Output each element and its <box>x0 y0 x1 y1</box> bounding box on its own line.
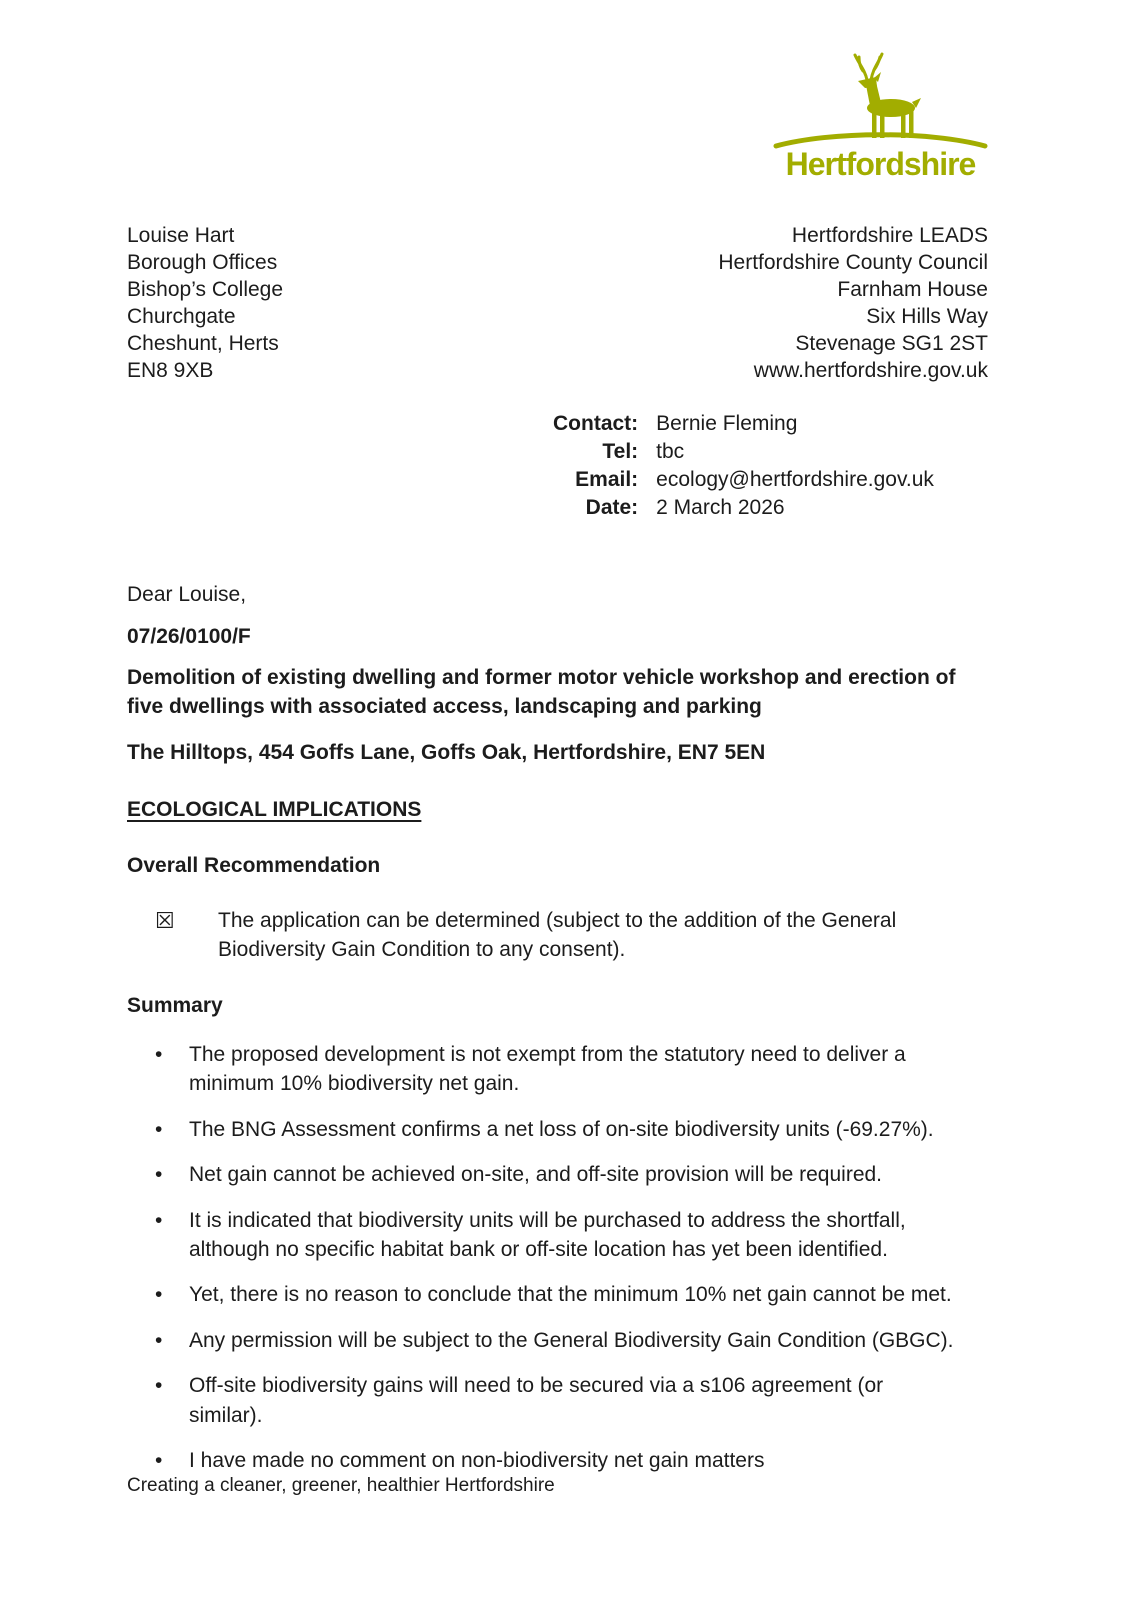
sender-line: Six Hills Way <box>866 305 988 329</box>
recommendation-text: The application can be determined (subject to the addition of the General Biodiversity Gain Condition to any consent). <box>218 908 897 962</box>
sender-website: www.hertfordshire.gov.uk <box>753 359 988 383</box>
address-row <box>127 222 988 384</box>
sender-line: Farnham House <box>837 278 988 302</box>
recipient-line: Cheshunt, Herts <box>127 332 279 356</box>
tel-label: Tel: <box>602 440 639 464</box>
salutation: Dear Louise, <box>127 583 247 607</box>
hertfordshire-logo <box>773 45 988 182</box>
email-value: ecology@hertfordshire.gov.uk <box>656 468 934 492</box>
contact-block <box>553 410 988 522</box>
recipient-line: Borough Offices <box>127 251 278 275</box>
summary-bullet: • I have made no comment on non-biodiversity net gain matters <box>155 1446 960 1475</box>
email-label: Email: <box>575 468 639 492</box>
contact-value: Bernie Fleming <box>656 412 798 436</box>
summary-bullet: • The proposed development is not exempt from the statutory need to deliver a minimum 10% biodiversity net gain. <box>155 1040 960 1099</box>
contact-label: Contact: <box>553 412 639 436</box>
recipient-line: Churchgate <box>127 305 236 329</box>
date-value: 2 March 2026 <box>656 496 785 520</box>
date-label: Date: <box>585 496 639 520</box>
sender-line: Stevenage SG1 2ST <box>795 332 988 356</box>
recipient-line: Bishop’s College <box>127 278 284 302</box>
sender-address <box>718 222 988 384</box>
proposal-description: Demolition of existing dwelling and former motor vehicle workshop and erection of five dwellings with associated access, landscaping and parking <box>127 665 956 719</box>
footer-tagline: Creating a cleaner, greener, healthier Hertfordshire <box>127 1475 555 1497</box>
summary-bullet: • Yet, there is no reason to conclude that the minimum 10% net gain cannot be met. <box>155 1280 960 1309</box>
recipient-line: EN8 9XB <box>127 359 214 383</box>
site-address: The Hilltops, 454 Goffs Lane, Goffs Oak, Hertfordshire, EN7 5EN <box>127 740 766 764</box>
recommendation-row <box>127 906 988 965</box>
summary-bullet: • Off-site biodiversity gains will need to be secured via a s106 agreement (or similar). <box>155 1371 960 1430</box>
summary-bullet: • Any permission will be subject to the General Biodiversity Gain Condition (GBGC). <box>155 1326 960 1355</box>
checked-checkbox-icon: ☒ <box>155 907 175 933</box>
summary-bullet: • It is indicated that biodiversity units will be purchased to address the shortfall, although no specific habitat bank or off-site location has yet been identified. <box>155 1206 960 1265</box>
recipient-address <box>127 222 283 384</box>
summary-bullet: • Net gain cannot be achieved on-site, and off-site provision will be required. <box>155 1160 960 1189</box>
application-reference: 07/26/0100/F <box>127 624 251 648</box>
summary-bullet: • The BNG Assessment confirms a net loss of on-site biodiversity units (-69.27%). <box>155 1115 960 1144</box>
recipient-line: Louise Hart <box>127 224 235 248</box>
recommendation-heading: Overall Recommendation <box>127 853 381 877</box>
section-heading: ECOLOGICAL IMPLICATIONS <box>127 798 422 822</box>
sender-line: Hertfordshire LEADS <box>791 224 988 248</box>
sender-line: Hertfordshire County Council <box>718 251 988 275</box>
stag-on-hill-icon <box>773 45 988 149</box>
summary-heading: Summary <box>127 993 223 1017</box>
logo-wordmark: Hertfordshire <box>785 146 976 182</box>
summary-list <box>155 1040 988 1475</box>
tel-value: tbc <box>656 440 685 464</box>
